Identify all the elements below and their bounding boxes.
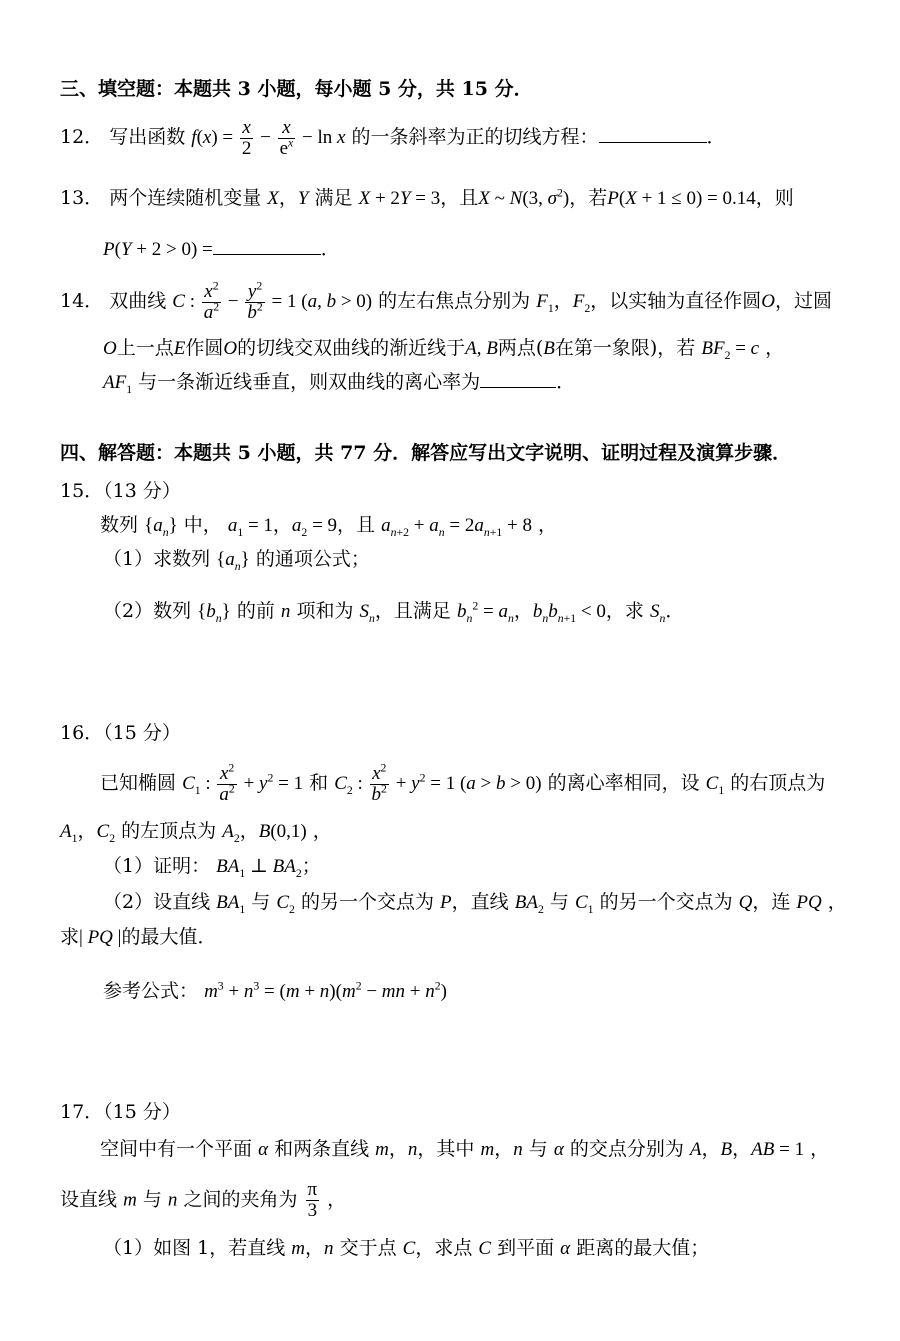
question-16-part-2: （2）设直线 $BA_1$ 与 $C_2$ 的另一个交点为 P，直线 $BA_2$ 与 $C_1$ 的另一个交点为 Q，连 PQ ， (103, 891, 847, 916)
question-16-part-2-cont: 求| PQ |的最大值． (60, 926, 217, 948)
question-13-cont: P(Y + 2 > 0) = ． (103, 238, 340, 260)
answer-blank (599, 141, 707, 143)
question-number: 14． (60, 289, 104, 312)
question-number: 13． (60, 187, 104, 209)
answer-blank (480, 386, 556, 388)
question-14: 14． 双曲线 C : $\frac{x^2}{a^2}$ − $\frac{y^2}{b^2}$ = 1 (a, b > 0) 的左右焦点分别为 $F_1$，$F_2$，以实轴为直径作圆O，过圆 (60, 279, 832, 323)
question-number: 12． (60, 125, 104, 148)
question-14-cont-1: O上一点E作圆O的切线交双曲线的渐近线于A, B两点(B在第一象限)，若 $BF_2 = c$ ， (103, 337, 785, 362)
question-14-cont-2: $AF_1$ 与一条渐近线垂直，则双曲线的离心率为 ． (103, 371, 576, 396)
math-function: f(x) = $\frac{x}{2}$ − $\frac{x}{e^x}$ − ln x (191, 117, 346, 159)
section-4-heading: 四、解答题：本题共 5 小题，共 77 分．解答应写出文字说明、证明过程及演算步骤． (60, 442, 792, 464)
question-15-stem: 数列 $\{a_n\}$ 中， $a_1 = 1$，$a_2 = 9$，且 $a_{n+2} + a_n = 2a_{n+1} + 8$ ， (100, 514, 558, 539)
section-3-heading: 三、填空题：本题共 3 小题，每小题 5 分，共 15 分． (60, 78, 533, 100)
question-16-reference-formula: 参考公式： $m^3 + n^3 = (m + n)(m^2$ − mn + $n^2$) (103, 979, 447, 1002)
question-17-stem-cont: 设直线 m 与 n 之间的夹角为 $\frac{\pi}{3}$ ， (60, 1179, 347, 1221)
question-16-part-1: （1）证明： $BA_1$ ⊥ $BA_2$； (103, 855, 321, 880)
question-17-stem: 空间中有一个平面 α 和两条直线 m，n，其中 m，n 与 α 的交点分别为 A，B，AB = 1 ， (100, 1138, 830, 1160)
answer-blank (213, 253, 321, 255)
question-13: 13． 两个连续随机变量 X，Y 满足 X + 2Y = 3，且X ~ N(3, $\sigma^2$)，若P(X + 1 ≤ 0) = 0.14，则 (60, 186, 794, 209)
question-17-part-1: （1）如图 1，若直线 m，n 交于点 C，求点 C 到平面 α 距离的最大值； (103, 1237, 710, 1259)
question-15-part-2: （2）数列 $\{b_n\}$ 的前 n 项和为 $S_n$，且满足 $b_n^2 = a_n$，$b_nb_{n+1} < 0$，求 $S_n$． (103, 599, 685, 625)
question-16-stem-cont: $A_1$，$C_2$ 的左顶点为 $A_2$，B(0,1) ， (60, 820, 332, 845)
question-15-part-1: （1）求数列 $\{a_n\}$ 的通项公式； (103, 548, 370, 573)
question-12: 12． 写出函数 f(x) = $\frac{x}{2}$ − $\frac{x}{e^x}$ − ln x 的一条斜率为正的切线方程： ． (60, 117, 726, 159)
question-15-header: 15．（13 分） (60, 480, 181, 502)
question-16-stem: 已知椭圆 $C_1$ : $\frac{x^2}{a^2}$ + $y^2 = 1$ 和 $C_2$ : $\frac{x^2}{b^2}$ + $y^2 = 1$ (a > b > 0) 的离心率相同，设 $C_1$ 的右顶点为 (100, 761, 826, 805)
question-16-header: 16．（15 分） (60, 722, 181, 744)
question-17-header: 17．（15 分） (60, 1101, 181, 1123)
